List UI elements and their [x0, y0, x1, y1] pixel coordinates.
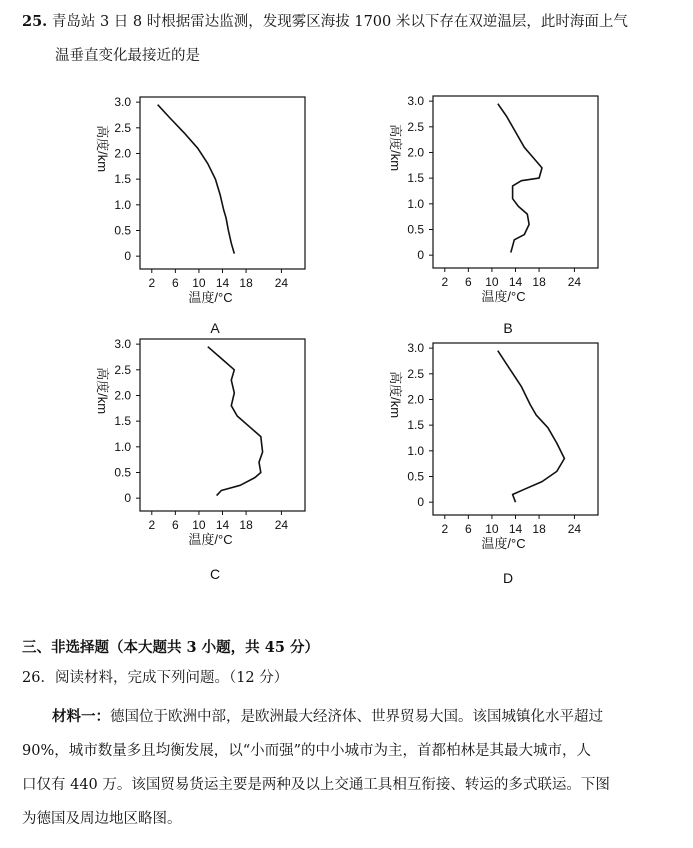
material-line-1 — [22, 700, 672, 734]
x-tick-label: 6 — [465, 275, 472, 289]
x-tick-label: 2 — [148, 276, 156, 290]
y-tick-label: 1.5 — [114, 172, 131, 187]
x-tick-label: 6 — [172, 518, 179, 532]
x-axis-label: 温度/°C — [188, 532, 233, 547]
x-tick-label: 10 — [192, 518, 206, 532]
plot-frame — [140, 339, 305, 511]
y-tick-label: 2.0 — [114, 388, 131, 403]
y-tick-label: 1.5 — [407, 171, 424, 186]
x-tick-label: 10 — [192, 276, 206, 290]
temperature-profile-line — [208, 347, 263, 496]
panel-label: A — [210, 320, 220, 336]
y-axis-label: 高度/km — [95, 367, 110, 415]
y-tick-label: 3.0 — [114, 337, 131, 352]
y-tick-label: 2.0 — [407, 392, 424, 407]
panel-label: C — [209, 566, 221, 582]
x-tick-label: 14 — [215, 518, 230, 532]
y-tick-label: 1.0 — [114, 439, 131, 454]
plot-frame — [433, 343, 598, 515]
x-tick-label: 18 — [239, 276, 253, 290]
x-tick-label: 24 — [274, 518, 289, 532]
y-tick-label: 3.0 — [114, 95, 131, 110]
x-tick-label: 14 — [508, 275, 523, 289]
x-axis-label: 温度/°C — [481, 536, 526, 551]
x-tick-label: 18 — [239, 518, 253, 532]
y-tick-label: 2.0 — [114, 146, 131, 161]
y-tick-label: 0.5 — [114, 465, 131, 480]
plot-frame — [433, 96, 598, 268]
y-tick-label: 3.0 — [407, 341, 424, 356]
y-tick-label: 0.5 — [114, 223, 131, 238]
panel-label: B — [503, 320, 513, 336]
x-tick-label: 24 — [274, 276, 289, 290]
material-line-3: 口仅有 440 万。该国贸易货运主要是两种及以上交通工具相互衔接、转运的多式联运。下图 — [22, 777, 610, 793]
y-tick-label: 1.0 — [407, 443, 424, 458]
y-tick-label: 0.5 — [407, 222, 424, 237]
y-tick-label: 1.0 — [407, 196, 424, 211]
material-line-4: 为德国及周边地区略图。 — [22, 811, 182, 827]
y-tick-label: 2.0 — [407, 145, 424, 160]
y-tick-label: 2.5 — [114, 362, 131, 377]
y-axis-label: 高度/km — [95, 125, 110, 173]
y-tick-label: 0 — [417, 248, 424, 263]
y-tick-label: 2.5 — [407, 119, 424, 134]
y-axis-label: 高度/km — [388, 371, 403, 419]
y-tick-label: 3.0 — [407, 94, 424, 109]
temperature-profile-line — [158, 105, 235, 254]
panel-label: D — [502, 570, 514, 586]
y-axis-label: 高度/km — [388, 124, 403, 172]
y-tick-label: 0 — [124, 249, 131, 264]
x-tick-label: 14 — [508, 522, 523, 536]
x-tick-label: 2 — [148, 518, 156, 532]
x-tick-label: 18 — [532, 275, 546, 289]
x-axis-label: 温度/°C — [481, 289, 526, 304]
plot-frame — [140, 97, 305, 269]
temperature-profile-line — [498, 351, 565, 503]
x-tick-label: 24 — [567, 275, 582, 289]
x-tick-label: 6 — [465, 522, 472, 536]
question-text-continued: 温垂直变化最接近的是 — [55, 48, 200, 64]
x-tick-label: 6 — [172, 276, 179, 290]
question-number: 25. — [22, 13, 48, 30]
y-tick-label: 2.5 — [407, 366, 424, 381]
question-26-header: 26．阅读材料，完成下列问题。（12 分） — [22, 670, 289, 686]
temperature-profile-line — [498, 104, 542, 253]
material-paragraph — [22, 700, 672, 836]
x-tick-label: 2 — [441, 522, 449, 536]
y-tick-label: 1.5 — [407, 418, 424, 433]
question-text: 青岛站 3 日 8 时根据雷达监测，发现雾区海拔 1700 米以下存在双逆温层，此时海面上气 — [51, 14, 628, 30]
x-axis-label: 温度/°C — [188, 290, 233, 305]
y-tick-label: 1.5 — [114, 414, 131, 429]
x-tick-label: 24 — [567, 522, 582, 536]
y-tick-label: 0 — [417, 495, 424, 510]
material-text-1: 德国位于欧洲中部，是欧洲最大经济体、世界贸易大国。该国城镇化水平超过 — [110, 709, 603, 725]
x-tick-label: 10 — [485, 275, 499, 289]
material-line-2: 90%，城市数量多且均衡发展，以“小而强”的中小城市为主，首都柏林是其最大城市，人 — [22, 743, 592, 759]
y-tick-label: 0.5 — [407, 469, 424, 484]
y-tick-label: 2.5 — [114, 120, 131, 135]
x-tick-label: 14 — [215, 276, 230, 290]
x-tick-label: 2 — [441, 275, 449, 289]
x-tick-label: 10 — [485, 522, 499, 536]
material-label: 材料一： — [52, 708, 110, 725]
x-tick-label: 18 — [532, 522, 546, 536]
section-3-title: 三、非选择题（本大题共 3 小题，共 45 分） — [22, 639, 319, 656]
y-tick-label: 1.0 — [114, 197, 131, 212]
y-tick-label: 0 — [124, 491, 131, 506]
